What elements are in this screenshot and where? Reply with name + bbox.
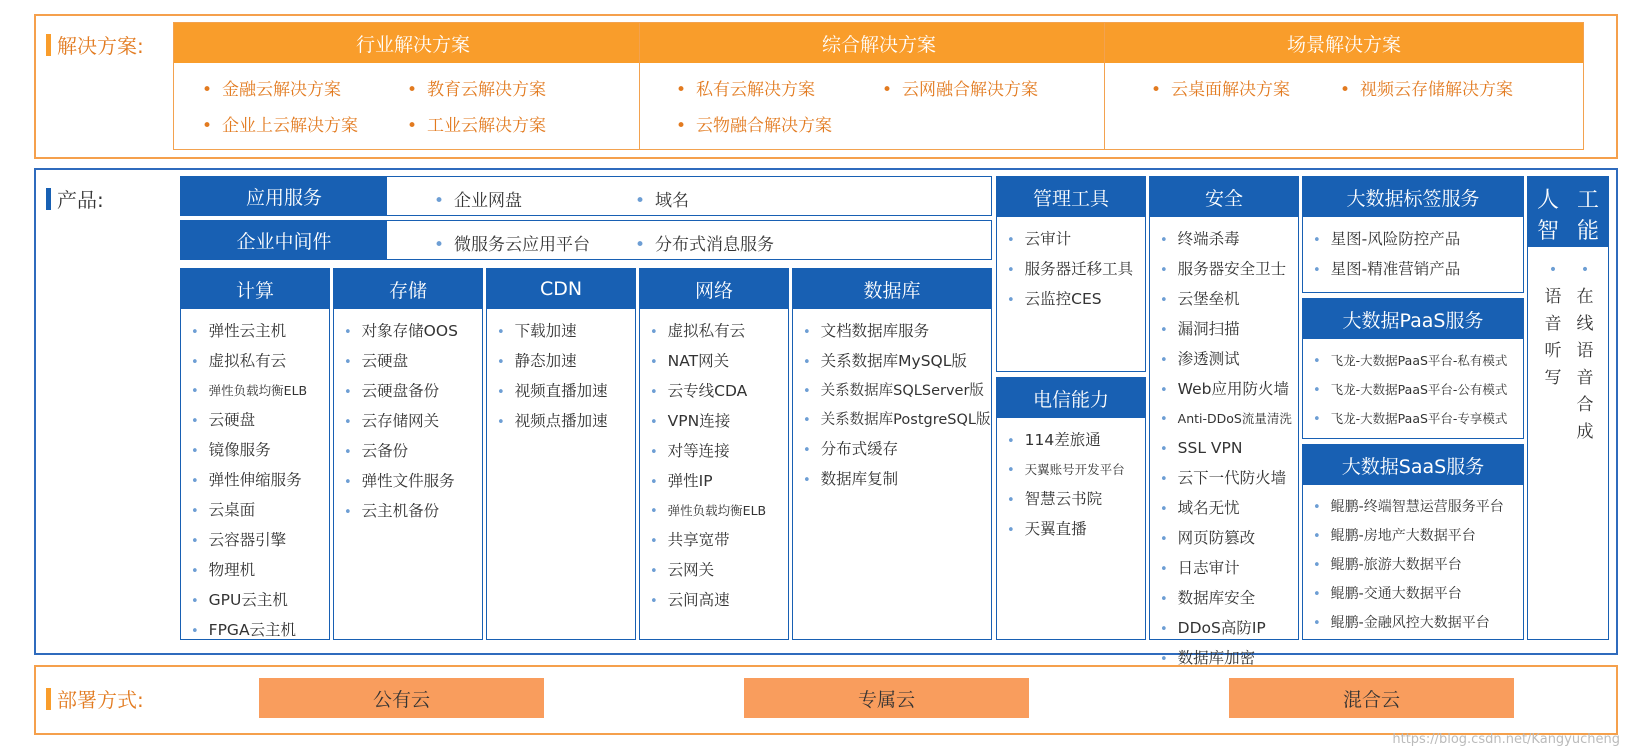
product-item[interactable]: • 服务器迁移工具 <box>1007 255 1145 285</box>
product-item[interactable]: • 云容器引擎 <box>191 526 329 556</box>
product-item[interactable]: • 漏洞扫描 <box>1160 315 1298 345</box>
product-item[interactable]: • 对等连接 <box>650 437 788 467</box>
solutions-label: 解决方案: <box>57 34 144 58</box>
column-telecom <box>996 377 1146 640</box>
row-title[interactable]: 应用服务 <box>181 177 387 215</box>
column-storage <box>333 268 483 640</box>
product-item[interactable]: • 114差旅通 <box>1007 426 1145 456</box>
ai-title-char: 能 <box>1576 219 1599 244</box>
product-item[interactable]: • 云堡垒机 <box>1160 285 1298 315</box>
product-item[interactable]: • 飞龙-大数据PaaS平台-公有模式 <box>1313 376 1523 405</box>
ai-char: 音 <box>1576 368 1594 388</box>
products-label-wrap <box>46 184 104 213</box>
product-item[interactable]: • 网页防篡改 <box>1160 524 1298 554</box>
solution-item[interactable]: • 云物融合解决方案 <box>676 111 832 136</box>
product-item[interactable]: • 鲲鹏-旅游大数据平台 <box>1313 551 1523 580</box>
ai-item-speech-to-text[interactable] <box>1540 257 1566 392</box>
product-item[interactable]: • 分布式缓存 <box>803 435 991 465</box>
product-item[interactable]: • 下载加速 <box>497 317 635 347</box>
row-item[interactable]: • 微服务云应用平台 <box>434 230 590 255</box>
solutions-label-wrap <box>46 30 144 59</box>
ai-char: 听 <box>1544 341 1562 361</box>
product-item[interactable]: • 渗透测试 <box>1160 345 1298 375</box>
column-ai <box>1527 176 1609 640</box>
product-item[interactable]: • 镜像服务 <box>191 436 329 466</box>
product-item[interactable]: • VPN连接 <box>650 407 788 437</box>
ai-char: 合 <box>1576 395 1594 415</box>
product-item[interactable]: • NAT网关 <box>650 347 788 377</box>
ai-char: 语 <box>1576 341 1594 361</box>
product-item[interactable]: • 虚拟私有云 <box>650 317 788 347</box>
product-item[interactable]: • 云间高速 <box>650 586 788 616</box>
product-item[interactable]: • DDoS高防IP <box>1160 614 1298 644</box>
product-item[interactable]: • 数据库安全 <box>1160 584 1298 614</box>
row-item[interactable]: • 分布式消息服务 <box>635 230 774 255</box>
bullet-dot: • <box>1580 262 1590 278</box>
column-database <box>792 268 992 640</box>
column-title[interactable]: 数据库 <box>793 269 991 309</box>
ai-char: 写 <box>1544 368 1562 388</box>
product-item[interactable]: • 物理机 <box>191 556 329 586</box>
ai-char: 成 <box>1576 422 1594 442</box>
solution-item[interactable]: • 企业上云解决方案 <box>202 111 358 136</box>
product-item[interactable]: • 鲲鹏-交通大数据平台 <box>1313 580 1523 609</box>
product-item[interactable]: • 云审计 <box>1007 225 1145 255</box>
product-item[interactable]: • 云硬盘 <box>191 406 329 436</box>
column-title[interactable]: 网络 <box>640 269 788 309</box>
column-title[interactable]: 电信能力 <box>997 378 1145 418</box>
product-item[interactable]: • 鲲鹏-房地产大数据平台 <box>1313 522 1523 551</box>
solution-item[interactable]: • 视频云存储解决方案 <box>1340 75 1513 100</box>
product-item[interactable]: • 云网关 <box>650 556 788 586</box>
ai-title[interactable] <box>1528 177 1608 247</box>
product-item[interactable]: • SSL VPN <box>1160 434 1298 464</box>
product-item[interactable]: • 云专线CDA <box>650 377 788 407</box>
ai-title-char: 智 <box>1536 219 1559 244</box>
product-item[interactable]: • 弹性文件服务 <box>344 467 482 497</box>
column-title[interactable]: 管理工具 <box>997 177 1145 217</box>
column-security <box>1149 176 1299 667</box>
deployment-label: 部署方式: <box>57 688 144 712</box>
accent-bar <box>46 188 51 210</box>
ai-title-char: 人 <box>1536 188 1559 213</box>
row-middleware <box>180 220 992 260</box>
column-title[interactable]: 存储 <box>334 269 482 309</box>
column-compute <box>180 268 330 640</box>
product-item[interactable]: • Anti-DDoS流量清洗 <box>1160 405 1298 434</box>
column-title[interactable]: 安全 <box>1150 177 1298 217</box>
solution-group-title[interactable]: 场景解决方案 <box>1105 23 1583 63</box>
product-item[interactable]: • 智慧云书院 <box>1007 485 1145 515</box>
column-title[interactable]: 大数据标签服务 <box>1303 177 1523 217</box>
ai-char: 线 <box>1576 314 1594 334</box>
solution-item[interactable]: • 云网融合解决方案 <box>882 75 1038 100</box>
product-item[interactable]: • 云主机备份 <box>344 497 482 527</box>
column-network <box>639 268 789 640</box>
watermark: https://blog.csdn.net/Kangyucheng <box>1392 732 1620 747</box>
product-item[interactable]: • 鲲鹏-金融风控大数据平台 <box>1313 609 1523 638</box>
product-item[interactable]: • 鲲鹏-终端智慧运营服务平台 <box>1313 493 1523 522</box>
deploy-public-cloud-button[interactable]: 公有云 <box>259 678 544 718</box>
product-item[interactable]: • 对象存储OOS <box>344 317 482 347</box>
row-app-services <box>180 176 992 216</box>
ai-char: 音 <box>1544 314 1562 334</box>
product-item[interactable]: • 域名无忧 <box>1160 494 1298 524</box>
column-cdn <box>486 268 636 640</box>
bullet-dot: • <box>1548 262 1558 278</box>
product-item[interactable]: • 弹性云主机 <box>191 317 329 347</box>
column-title[interactable]: 大数据PaaS服务 <box>1303 299 1523 339</box>
ai-item-speech-synthesis[interactable] <box>1572 257 1598 446</box>
column-title[interactable]: 大数据SaaS服务 <box>1303 445 1523 485</box>
solution-item[interactable]: • 教育云解决方案 <box>407 75 546 100</box>
solution-group-scenario <box>1104 22 1584 150</box>
product-item[interactable]: • 数据库加密 <box>1160 644 1298 674</box>
ai-title-char: 工 <box>1576 188 1599 213</box>
deployment-label-wrap <box>46 684 144 713</box>
product-item[interactable]: • 关系数据库SQLServer版 <box>803 377 991 406</box>
row-title[interactable]: 企业中间件 <box>181 221 387 259</box>
product-item[interactable]: • 天翼直播 <box>1007 515 1145 545</box>
product-item[interactable]: • 文档数据库服务 <box>803 317 991 347</box>
product-item[interactable]: • 弹性负载均衡ELB <box>650 497 788 526</box>
column-bigdata-saas <box>1302 444 1524 640</box>
product-item[interactable]: • GPU云主机 <box>191 586 329 616</box>
solution-item[interactable]: • 私有云解决方案 <box>676 75 815 100</box>
product-item[interactable]: • 视频直播加速 <box>497 377 635 407</box>
ai-char: 语 <box>1544 287 1562 307</box>
product-item[interactable]: • 数据库复制 <box>803 465 991 495</box>
products-label: 产品: <box>57 188 104 212</box>
product-item[interactable]: • 静态加速 <box>497 347 635 377</box>
product-item[interactable]: • 服务器安全卫士 <box>1160 255 1298 285</box>
product-item[interactable]: • 弹性IP <box>650 467 788 497</box>
product-item[interactable]: • 弹性伸缩服务 <box>191 466 329 496</box>
product-item[interactable]: • 飞龙-大数据PaaS平台-私有模式 <box>1313 347 1523 376</box>
product-item[interactable]: • 共享宽带 <box>650 526 788 556</box>
product-item[interactable]: • 终端杀毒 <box>1160 225 1298 255</box>
ai-char: 在 <box>1576 287 1594 307</box>
product-item[interactable]: • 云桌面 <box>191 496 329 526</box>
solution-group-comprehensive <box>639 22 1119 150</box>
product-item[interactable]: • 云硬盘备份 <box>344 377 482 407</box>
accent-bar <box>46 688 51 710</box>
solution-group-title[interactable]: 综合解决方案 <box>640 23 1118 63</box>
product-item[interactable]: • 关系数据库MySQL版 <box>803 347 991 377</box>
product-item[interactable]: • 日志审计 <box>1160 554 1298 584</box>
product-item[interactable]: • 弹性负载均衡ELB <box>191 377 329 406</box>
product-item[interactable]: • 关系数据库PostgreSQL版 <box>803 406 991 435</box>
solution-item[interactable]: • 金融云解决方案 <box>202 75 341 100</box>
deploy-dedicated-cloud-button[interactable]: 专属云 <box>744 678 1029 718</box>
solution-group-title[interactable]: 行业解决方案 <box>174 23 652 63</box>
product-item[interactable]: • 虚拟私有云 <box>191 347 329 377</box>
product-item[interactable]: • 云备份 <box>344 437 482 467</box>
accent-bar <box>46 34 51 56</box>
row-item[interactable]: • 企业网盘 <box>434 186 522 211</box>
product-item[interactable]: • Web应用防火墙 <box>1160 375 1298 405</box>
column-title[interactable]: CDN <box>487 269 635 309</box>
column-bigdata-tag <box>1302 176 1524 293</box>
product-item[interactable]: • 云存储网关 <box>344 407 482 437</box>
deploy-hybrid-cloud-button[interactable]: 混合云 <box>1229 678 1514 718</box>
product-item[interactable]: • 星图-精准营销产品 <box>1313 255 1523 285</box>
product-item[interactable]: • 视频点播加速 <box>497 407 635 437</box>
row-item[interactable]: • 域名 <box>635 186 689 211</box>
product-item[interactable]: • 天翼账号开发平台 <box>1007 456 1145 485</box>
product-item[interactable]: • 云硬盘 <box>344 347 482 377</box>
product-item[interactable]: • 星图-风险防控产品 <box>1313 225 1523 255</box>
solution-item[interactable]: • 工业云解决方案 <box>407 111 546 136</box>
column-title[interactable]: 计算 <box>181 269 329 309</box>
product-item[interactable]: • 云下一代防火墙 <box>1160 464 1298 494</box>
product-item[interactable]: • FPGA云主机 <box>191 616 329 646</box>
product-item[interactable]: • 云监控CES <box>1007 285 1145 315</box>
solution-group-industry <box>173 22 653 150</box>
product-item[interactable]: • 飞龙-大数据PaaS平台-专享模式 <box>1313 405 1523 434</box>
column-management-tools <box>996 176 1146 372</box>
column-bigdata-paas <box>1302 298 1524 439</box>
solution-item[interactable]: • 云桌面解决方案 <box>1151 75 1290 100</box>
